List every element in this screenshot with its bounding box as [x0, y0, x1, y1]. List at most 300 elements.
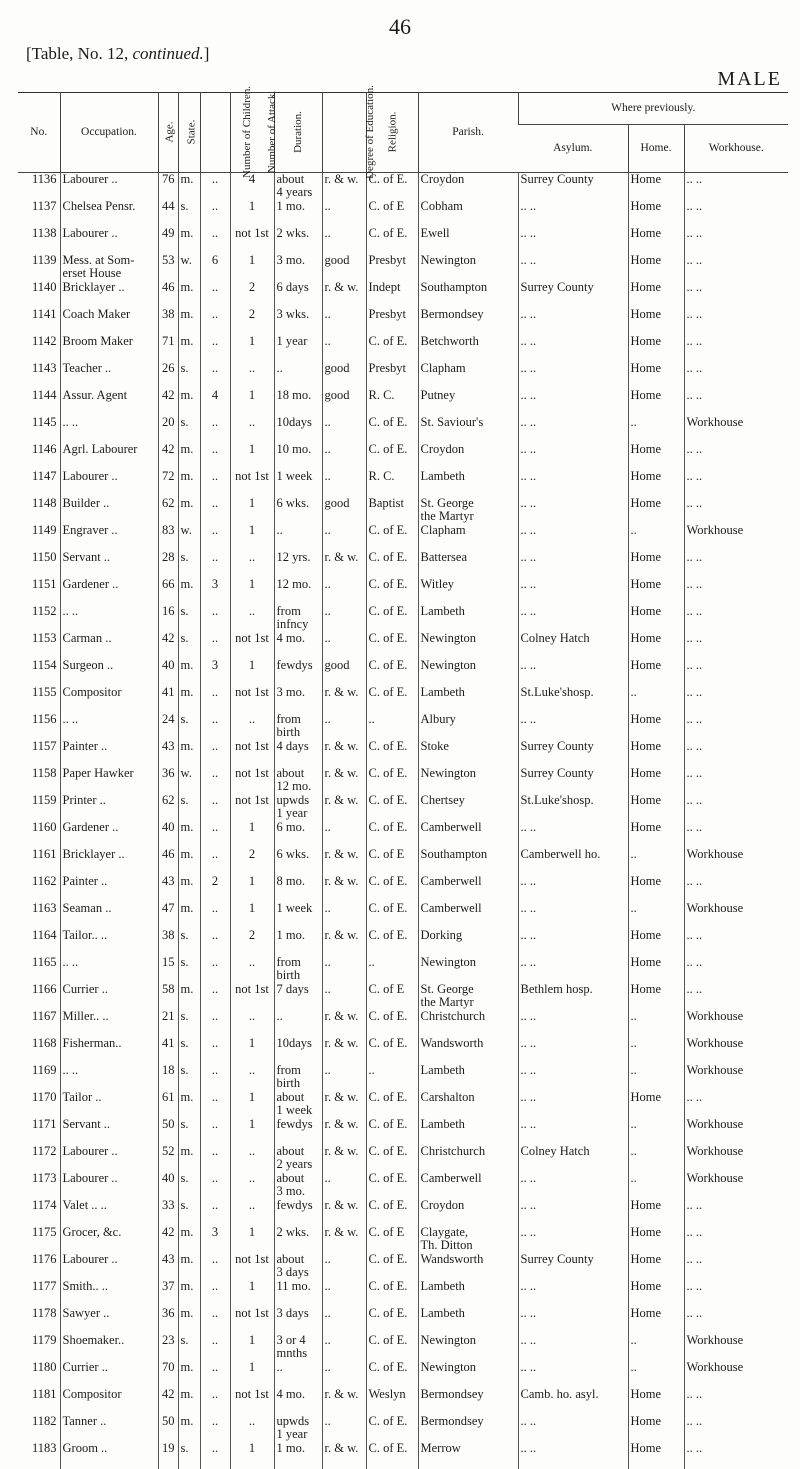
cell-state-text: s.: [180, 1441, 189, 1455]
cell-asylum: [518, 1064, 628, 1091]
cell-workhouse: [684, 1118, 788, 1145]
cell-parish-text: Croydon: [420, 172, 465, 186]
cell-home-text: Home: [630, 577, 662, 591]
cell-home-text: ..: [630, 901, 637, 915]
cell-edu-text: r. & w.: [324, 739, 359, 753]
cell-edu-text: ..: [324, 1306, 331, 1320]
cell-rel: [366, 551, 418, 578]
cell-age-text: 33: [162, 1198, 175, 1212]
cell-no-text: 1159: [31, 793, 57, 807]
cell-no: [18, 1037, 60, 1064]
cell-parish: [418, 172, 518, 200]
cell-edu-text: r. & w.: [324, 1144, 359, 1158]
cell-duration-text: ..: [276, 361, 283, 375]
cell-asylum-text: .. ..: [520, 820, 537, 834]
cell-children: [200, 200, 230, 227]
cell-parish: [418, 632, 518, 659]
cell-no-text: 1165: [31, 955, 57, 969]
cell-children-text: ..: [211, 982, 219, 996]
cell-duration: [274, 254, 322, 281]
cell-age-text: 52: [162, 1144, 175, 1158]
cell-age: [158, 254, 178, 281]
cell-age-text: 42: [162, 388, 175, 402]
cell-duration: [274, 497, 322, 524]
table-row: [18, 686, 788, 713]
cell-duration: [274, 1199, 322, 1226]
cell-age: [158, 172, 178, 200]
cell-state-text: m.: [180, 1252, 194, 1266]
cell-children-text: 6: [211, 253, 219, 267]
cell-duration-text: 1 year: [276, 334, 308, 348]
cell-duration-text: 3 wks.: [276, 307, 310, 321]
cell-parish: [418, 443, 518, 470]
cell-attack-text: 1: [248, 1090, 256, 1104]
cell-children-text: ..: [211, 172, 219, 186]
cell-parish-text: Newington: [420, 955, 477, 969]
cell-age-text: 43: [162, 1252, 175, 1266]
cell-occ-text: Fisherman..: [62, 1036, 122, 1050]
cell-occ-text: Labourer ..: [62, 226, 118, 240]
cell-rel-text: C. of E.: [368, 1333, 408, 1347]
cell-state-text: m.: [180, 1225, 194, 1239]
cell-children: [200, 1307, 230, 1334]
cell-no: [18, 605, 60, 632]
cell-no-text: 1166: [31, 982, 57, 996]
cell-edu: [322, 1307, 366, 1334]
cell-occ: [60, 1415, 158, 1442]
cell-state-text: s.: [180, 1171, 189, 1185]
cell-rel-text: C. of E.: [368, 577, 408, 591]
cell-rel-text: C. of E.: [368, 685, 408, 699]
cell-workhouse: [684, 956, 788, 983]
cell-attack-text: 1: [248, 1279, 256, 1293]
cell-duration-text: 12 yrs.: [276, 550, 311, 564]
cell-duration-text: about: [276, 1090, 305, 1104]
cell-asylum-text: .. ..: [520, 1333, 537, 1347]
cell-workhouse-text: .. ..: [686, 226, 703, 240]
cell-workhouse-text: .. ..: [686, 820, 703, 834]
cell-children: [200, 1091, 230, 1118]
cell-workhouse: [684, 605, 788, 632]
cell-age-text: 46: [162, 280, 175, 294]
cell-rel: [366, 1307, 418, 1334]
cell-attack-text: ..: [248, 415, 256, 429]
cell-asylum: [518, 389, 628, 416]
cell-edu: [322, 281, 366, 308]
cell-asylum: [518, 308, 628, 335]
cell-attack: [230, 821, 274, 848]
table-caption: [26, 44, 209, 64]
cell-home: [628, 1037, 684, 1064]
cell-rel: [366, 740, 418, 767]
cell-parish-text: Albury: [420, 712, 456, 726]
cell-workhouse: [684, 1307, 788, 1334]
cell-parish: [418, 1118, 518, 1145]
cell-home: [628, 848, 684, 875]
cell-home-text: Home: [630, 442, 662, 456]
cell-parish-text: Cobham: [420, 199, 463, 213]
cell-duration-text: 4 days: [276, 739, 309, 753]
cell-home-text: Home: [630, 874, 662, 888]
cell-age-text: 41: [162, 685, 175, 699]
cell-edu: [322, 659, 366, 686]
table-row: [18, 1010, 788, 1037]
cell-no: [18, 1361, 60, 1388]
cell-children-text: ..: [211, 901, 219, 915]
cell-attack: [230, 1415, 274, 1442]
cell-edu: [322, 956, 366, 983]
cell-no: [18, 1280, 60, 1307]
cell-duration-text: 3 mo.: [276, 253, 305, 267]
cell-duration-text: 11 mo.: [276, 1279, 311, 1293]
cell-parish: [418, 1280, 518, 1307]
cell-workhouse-text: Workhouse: [686, 847, 744, 861]
cell-occ-text: Seaman ..: [62, 901, 112, 915]
header-occupation: Occupation.: [60, 92, 158, 172]
cell-no-text: 1136: [31, 172, 57, 186]
cell-edu: [322, 821, 366, 848]
cell-duration: [274, 1334, 322, 1361]
cell-asylum: [518, 497, 628, 524]
cell-rel-text: Weslyn: [368, 1387, 406, 1401]
cell-home-text: Home: [630, 172, 662, 186]
cell-occ: [60, 172, 158, 200]
cell-rel: [366, 1064, 418, 1091]
cell-workhouse: [684, 497, 788, 524]
cell-age-text: 16: [162, 604, 175, 618]
cell-home-text: Home: [630, 199, 662, 213]
cell-children: [200, 335, 230, 362]
cell-rel: [366, 713, 418, 740]
cell-state-text: s.: [180, 1009, 189, 1023]
cell-home-text: Home: [630, 280, 662, 294]
cell-asylum-text: .. ..: [520, 415, 537, 429]
cell-children: [200, 1064, 230, 1091]
cell-edu-text: r. & w.: [324, 1090, 359, 1104]
cell-no: [18, 659, 60, 686]
cell-occ: [60, 632, 158, 659]
cell-parish-text: Bermondsey: [420, 307, 484, 321]
cell-children: [200, 794, 230, 821]
cell-parish-text: Ewell: [420, 226, 450, 240]
cell-edu-text: ..: [324, 1279, 331, 1293]
cell-edu-text: ..: [324, 604, 331, 618]
table-row: [18, 740, 788, 767]
cell-edu-text: ..: [324, 820, 331, 834]
cell-parish-text: Putney: [420, 388, 456, 402]
cell-attack-text: 2: [248, 307, 256, 321]
cell-duration: [274, 1118, 322, 1145]
cell-age: [158, 200, 178, 227]
cell-parish: [418, 1361, 518, 1388]
cell-parish-text: Newington: [420, 253, 477, 267]
cell-attack-text: 2: [248, 928, 256, 942]
cell-asylum: [518, 632, 628, 659]
cell-home-text: Home: [630, 361, 662, 375]
cell-no: [18, 902, 60, 929]
cell-no-text: 1153: [31, 631, 57, 645]
table-row: [18, 1415, 788, 1442]
cell-home-text: Home: [630, 1387, 662, 1401]
cell-age: [158, 794, 178, 821]
cell-edu: [322, 1361, 366, 1388]
table-row: [18, 1280, 788, 1307]
cell-workhouse-text: Workhouse: [686, 1117, 744, 1131]
cell-workhouse: [684, 1010, 788, 1037]
cell-parish-text: Lambeth: [420, 604, 465, 618]
cell-occ: [60, 713, 158, 740]
cell-workhouse: [684, 281, 788, 308]
cell-workhouse-text: Workhouse: [686, 1171, 744, 1185]
cell-occ: [60, 686, 158, 713]
cell-state-text: m.: [180, 739, 194, 753]
cell-duration: [274, 1415, 322, 1442]
cell-asylum-text: Surrey County: [520, 280, 594, 294]
cell-children-text: ..: [211, 604, 219, 618]
cell-home: [628, 1280, 684, 1307]
cell-attack-text: ..: [248, 1009, 256, 1023]
cell-occ: [60, 929, 158, 956]
cell-home: [628, 308, 684, 335]
cell-no: [18, 821, 60, 848]
cell-state: [178, 172, 200, 200]
cell-parish-text: Claygate,: [420, 1225, 469, 1239]
cell-edu: [322, 200, 366, 227]
cell-occ: [60, 1118, 158, 1145]
cell-asylum-text: .. ..: [520, 1090, 537, 1104]
cell-duration-text: fewdys: [276, 1117, 313, 1131]
patient-table: [18, 84, 788, 1469]
cell-occ-text: Carman ..: [62, 631, 112, 645]
cell-edu: [322, 227, 366, 254]
cell-occ-text: Painter ..: [62, 739, 108, 753]
cell-edu-text: ..: [324, 469, 331, 483]
cell-state-text: s.: [180, 631, 189, 645]
cell-children-text: ..: [211, 226, 219, 240]
cell-attack-text: 1: [248, 253, 256, 267]
cell-parish: [418, 497, 518, 524]
cell-children: [200, 983, 230, 1010]
cell-occ: [60, 362, 158, 389]
cell-children-text: ..: [211, 415, 219, 429]
cell-state-text: m.: [180, 901, 194, 915]
cell-no-text: 1158: [31, 766, 57, 780]
cell-children-text: ..: [211, 550, 219, 564]
cell-state: [178, 1091, 200, 1118]
cell-no: [18, 172, 60, 200]
cell-edu: [322, 1388, 366, 1415]
cell-no: [18, 1334, 60, 1361]
cell-rel-text: C. of E.: [368, 820, 408, 834]
table-row: [18, 172, 788, 200]
cell-children-text: 2: [211, 874, 219, 888]
cell-occ: [60, 200, 158, 227]
cell-home-text: Home: [630, 1225, 662, 1239]
cell-asylum: [518, 713, 628, 740]
cell-no: [18, 1091, 60, 1118]
cell-parish-text: Newington: [420, 658, 477, 672]
cell-age-text: 62: [162, 793, 175, 807]
cell-attack: [230, 1253, 274, 1280]
cell-home-text: ..: [630, 1117, 637, 1131]
cell-parish-line2: the Martyr: [420, 508, 474, 523]
cell-attack-text: 2: [248, 847, 256, 861]
cell-no: [18, 551, 60, 578]
cell-children: [200, 1199, 230, 1226]
cell-parish: [418, 1388, 518, 1415]
cell-rel-text: C. of E.: [368, 901, 408, 915]
cell-children: [200, 1280, 230, 1307]
cell-workhouse: [684, 524, 788, 551]
cell-workhouse-text: .. ..: [686, 199, 703, 213]
cell-attack: [230, 632, 274, 659]
cell-rel-text: R. C.: [368, 469, 395, 483]
cell-parish-text: Southampton: [420, 280, 488, 294]
cell-parish-text: St. George: [420, 982, 474, 996]
cell-children-text: ..: [211, 469, 219, 483]
cell-parish-text: Christchurch: [420, 1009, 486, 1023]
cell-occ: [60, 1010, 158, 1037]
cell-rel: [366, 362, 418, 389]
cell-parish: [418, 1199, 518, 1226]
cell-children: [200, 875, 230, 902]
cell-occ-text: Currier ..: [62, 982, 108, 996]
cell-no: [18, 686, 60, 713]
cell-children-text: ..: [211, 1090, 219, 1104]
cell-parish: [418, 335, 518, 362]
cell-workhouse: [684, 578, 788, 605]
cell-edu-text: r. & w.: [324, 1036, 359, 1050]
cell-asylum-text: St.Luke'shosp.: [520, 793, 594, 807]
cell-duration-text: about: [276, 1144, 305, 1158]
cell-duration: [274, 902, 322, 929]
cell-parish-text: Wandsworth: [420, 1036, 484, 1050]
cell-no: [18, 335, 60, 362]
cell-occ-text: Grocer, &c.: [62, 1225, 122, 1239]
cell-asylum: [518, 848, 628, 875]
cell-asylum: [518, 605, 628, 632]
cell-children-text: ..: [211, 820, 219, 834]
cell-no: [18, 632, 60, 659]
table-row: [18, 1091, 788, 1118]
cell-edu-text: good: [324, 388, 350, 402]
cell-children: [200, 1334, 230, 1361]
cell-age-text: 18: [162, 1063, 175, 1077]
cell-attack-text: ..: [248, 361, 256, 375]
cell-home: [628, 794, 684, 821]
cell-asylum: [518, 1199, 628, 1226]
cell-home: [628, 956, 684, 983]
cell-workhouse: [684, 632, 788, 659]
cell-parish: [418, 1226, 518, 1253]
cell-children-text: ..: [211, 1414, 219, 1428]
cell-duration-line2: 4 years: [276, 184, 313, 199]
cell-attack-text: 1: [248, 901, 256, 915]
cell-children: [200, 1010, 230, 1037]
cell-rel: [366, 1415, 418, 1442]
cell-edu: [322, 1037, 366, 1064]
cell-no-text: 1143: [31, 361, 57, 375]
cell-children: [200, 821, 230, 848]
cell-rel-text: C. of E.: [368, 1279, 408, 1293]
cell-children: [200, 632, 230, 659]
cell-rel-text: C. of E.: [368, 874, 408, 888]
cell-no: [18, 1118, 60, 1145]
cell-edu: [322, 983, 366, 1010]
cell-asylum-text: .. ..: [520, 1360, 537, 1374]
cell-home: [628, 1361, 684, 1388]
cell-workhouse: [684, 740, 788, 767]
table-row: [18, 821, 788, 848]
cell-duration-text: 3 mo.: [276, 685, 305, 699]
cell-children-text: ..: [211, 1333, 219, 1347]
cell-workhouse-text: .. ..: [686, 982, 703, 996]
cell-home-text: Home: [630, 928, 662, 942]
cell-duration-text: 6 mo.: [276, 820, 305, 834]
cell-workhouse-text: .. ..: [686, 955, 703, 969]
cell-no: [18, 308, 60, 335]
cell-parish: [418, 956, 518, 983]
cell-rel-text: Baptist: [368, 496, 404, 510]
cell-parish: [418, 1307, 518, 1334]
cell-parish-text: Newington: [420, 631, 477, 645]
cell-children: [200, 713, 230, 740]
cell-age: [158, 1415, 178, 1442]
cell-parish: [418, 1442, 518, 1469]
cell-duration: [274, 1388, 322, 1415]
cell-occ: [60, 794, 158, 821]
cell-attack-text: 1: [248, 874, 256, 888]
cell-duration-line2: 12 mo.: [276, 778, 312, 793]
cell-workhouse: [684, 172, 788, 200]
cell-home: [628, 983, 684, 1010]
cell-home: [628, 389, 684, 416]
cell-duration-text: about: [276, 1252, 305, 1266]
cell-occ-text: Labourer ..: [62, 1171, 118, 1185]
cell-age: [158, 524, 178, 551]
cell-children: [200, 416, 230, 443]
cell-occ-text: Miller.. ..: [62, 1009, 109, 1023]
cell-occ-line2: erset House: [62, 265, 122, 280]
cell-edu-text: ..: [324, 523, 331, 537]
cell-asylum-text: .. ..: [520, 550, 537, 564]
cell-workhouse-text: Workhouse: [686, 415, 744, 429]
cell-occ-text: Bricklayer ..: [62, 847, 125, 861]
cell-age-text: 26: [162, 361, 175, 375]
cell-age-text: 83: [162, 523, 175, 537]
cell-children: [200, 497, 230, 524]
cell-parish: [418, 821, 518, 848]
cell-duration-text: 10days: [276, 1036, 312, 1050]
cell-children-text: ..: [211, 1009, 219, 1023]
cell-home: [628, 1226, 684, 1253]
cell-no-text: 1172: [31, 1144, 57, 1158]
cell-state-text: s.: [180, 1117, 189, 1131]
cell-asylum-text: .. ..: [520, 1198, 537, 1212]
cell-attack: [230, 443, 274, 470]
cell-attack-text: 1: [248, 658, 256, 672]
cell-state: [178, 497, 200, 524]
cell-no: [18, 416, 60, 443]
table-row: [18, 335, 788, 362]
cell-edu: [322, 578, 366, 605]
cell-no: [18, 1226, 60, 1253]
cell-asylum-text: .. ..: [520, 1063, 537, 1077]
cell-state: [178, 929, 200, 956]
cell-no: [18, 713, 60, 740]
cell-attack: [230, 281, 274, 308]
cell-duration: [274, 362, 322, 389]
